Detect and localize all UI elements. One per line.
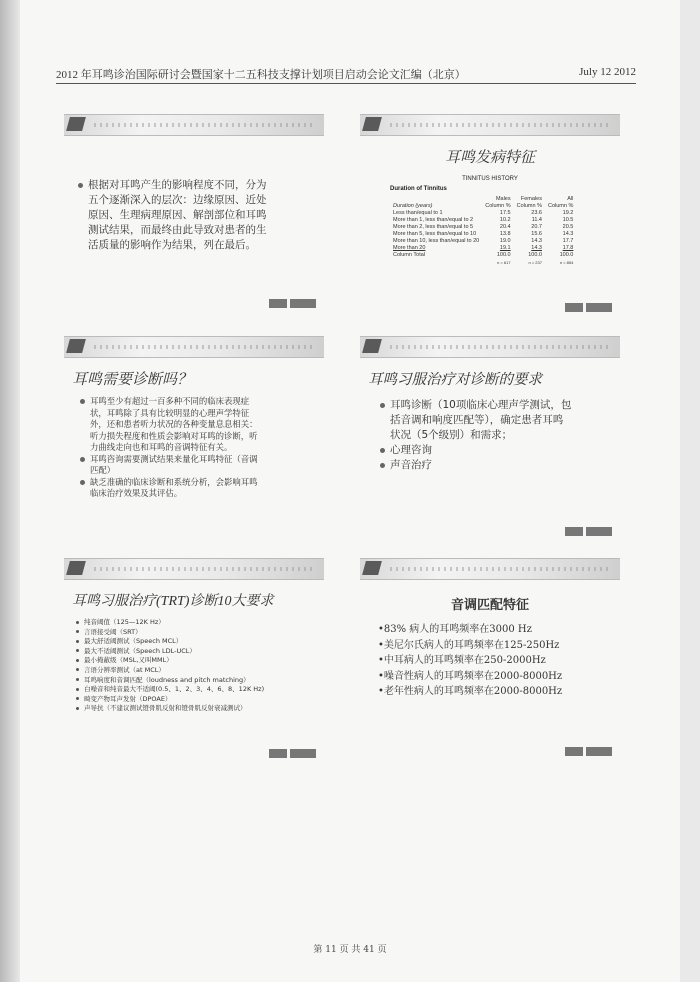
slide-6-list xyxy=(378,622,562,700)
slide-3-bullets: 耳鸣至少有超过一百多种不同的临床表现症 状，耳鸣除了具有比较明显的心理声学特征 外，还和患者听力状况的各种变量息息相关： 听力损失程度和性质会影响对耳鸣的诊断，听 力曲线走向也和耳鸣的音调特征有关。 耳鸣咨询需要测试结果来量化耳鸣特征（音调 匹配） 缺乏准确的临床诊断和系统分析，会影响耳鸣 临床治疗效果及其评估。 xyxy=(80,396,258,500)
logo-icon xyxy=(362,117,382,131)
logo-icon xyxy=(362,339,382,353)
slide-banner xyxy=(360,336,620,358)
logo-icon xyxy=(66,339,86,353)
table-header-row: Males Females All xyxy=(495,196,574,202)
slide-3 xyxy=(64,336,324,528)
slide-banner xyxy=(360,114,620,136)
bullet-icon xyxy=(80,457,85,462)
list-item: 耳鸣响度和音调匹配（loudness and pitch matching） xyxy=(76,676,320,686)
bullet-icon xyxy=(80,399,85,404)
list-item: 言语分辨率测试（at MCL） xyxy=(76,666,320,676)
scan-shadow xyxy=(0,0,22,982)
bullet-icon xyxy=(380,448,385,453)
slide-banner xyxy=(64,336,324,358)
bullet-icon xyxy=(380,403,385,408)
slide-1 xyxy=(64,114,324,306)
list-item: 畸变产物耳声发射（DPOAE） xyxy=(76,695,320,705)
header-date: July 12 2012 xyxy=(579,66,636,78)
slide-1-text: 根据对耳鸣产生的影响程度不同，分为 五个逐渐深入的层次：边缘原因、近处 原因、生理病理原因、解剖部位和耳鸣 测试结果，而最终由此导致对患者的生 活质量的影响作为结果，列在最后。 xyxy=(78,178,267,253)
footer-logo-icon xyxy=(562,521,614,530)
list-item: 最大舒适阈测试（Speech MCL） xyxy=(76,637,320,647)
list-item: 言语接受阈（SRT） xyxy=(76,628,320,638)
tinnitus-history-title: TINNITUS HISTORY xyxy=(462,176,518,182)
slide-banner xyxy=(64,114,324,136)
slide-banner xyxy=(360,558,620,580)
logo-icon xyxy=(66,561,86,575)
slide-5-list xyxy=(76,618,320,714)
footer-logo-icon xyxy=(266,743,318,752)
logo-icon xyxy=(362,561,382,575)
list-item: •83% 病人的耳鸣频率在3000 Hz xyxy=(378,624,532,635)
slide-4-title: 耳鸣习服治疗对诊断的要求 xyxy=(368,372,542,388)
list-item: 纯音阈值（125—12K Hz） xyxy=(76,618,320,628)
slide-5-title: 耳鸣习服治疗(TRT)诊断10大要求 xyxy=(72,594,274,609)
duration-subtitle: Duration of Tinnitus xyxy=(390,186,447,192)
slide-2-title: 耳鸣发病特征 xyxy=(444,150,535,166)
list-item: •老年性病人的耳鸣频率在2000-8000Hz xyxy=(378,686,563,697)
header-rule xyxy=(56,83,636,84)
bullet-icon xyxy=(380,463,385,468)
table-row: More than 5, less than/equal to 10 13.8 15.6 14.3 xyxy=(393,231,574,237)
list-item: 最大不适阈测试（Speech LDL-UCL） xyxy=(76,647,320,657)
logo-icon xyxy=(66,117,86,131)
table-subheader-row: Duration (years) Column % Column % Column % xyxy=(393,203,574,209)
slide-3-title: 耳鸣需要诊断吗？ xyxy=(72,372,193,388)
slide-5 xyxy=(64,558,324,750)
slide-2 xyxy=(360,114,620,310)
header-title: 2012 年耳鸣诊治国际研讨会暨国家十二五科技支撑计划项目启动会论文汇编（北京） xyxy=(56,69,466,81)
table-row: More than 1, less than/equal to 2 10.2 11.4 10.5 xyxy=(393,217,574,223)
slide-6 xyxy=(360,558,620,750)
list-item: •噪音性病人的耳鸣频率在2000-8000Hz xyxy=(378,670,563,682)
bullet-icon xyxy=(78,183,83,188)
list-item: 最小掩蔽级（MSL,又叫MML） xyxy=(76,656,320,666)
slide-banner xyxy=(64,558,324,580)
footer-logo-icon xyxy=(266,293,318,302)
slide-4-bullets: 耳鸣诊断（10项临床心理声学测试，包 括音调和响度匹配等），确定患者耳鸣 状况（5个级别）和需求； 心理咨询 声音治疗 xyxy=(380,398,571,473)
table-total-row: Column Total 100.0 100.0 100.0 xyxy=(393,252,574,258)
tinnitus-table xyxy=(390,196,576,266)
table-row: More than 20 19.1 14.3 17.8 xyxy=(393,245,574,251)
bullet-icon xyxy=(80,480,85,485)
table-row: More than 2, less than/equal to 5 20.4 20.7 20.5 xyxy=(393,224,574,230)
page-number: 第 11 页 共 41 页 xyxy=(313,945,387,955)
list-item: •美尼尔氏病人的耳鸣频率在125-250Hz xyxy=(378,639,560,651)
footer-logo-icon xyxy=(562,741,614,750)
list-item: 声导抗（不建议测试镫骨肌反射和镫骨肌反射衰减测试） xyxy=(76,704,320,714)
page-header xyxy=(56,66,636,82)
slide-6-title: 音调匹配特征 xyxy=(450,598,529,613)
table-n-row: n = 617 n = 237 n = 854 xyxy=(497,260,574,265)
list-item: •中耳病人的耳鸣频率在250-2000Hz xyxy=(378,655,546,666)
table-row: Less than/equal to 1 17.5 23.6 19.2 xyxy=(393,210,574,216)
footer-logo-icon xyxy=(562,297,614,306)
table-row: More than 10, less than/equal to 20 19.0 14.3 17.7 xyxy=(393,238,574,244)
list-item: 白噪音和纯音最大不适阈(0.5、1、2、3、4、6、8、12K Hz) xyxy=(76,685,320,695)
slide-4 xyxy=(360,336,620,528)
